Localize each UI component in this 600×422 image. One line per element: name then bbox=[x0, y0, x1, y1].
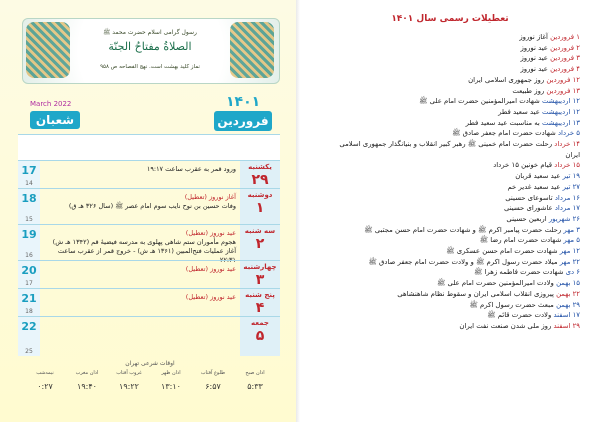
calendar-row bbox=[18, 260, 280, 289]
holiday-item bbox=[324, 139, 580, 160]
holiday-item bbox=[324, 214, 580, 225]
solar-day: ۱ bbox=[255, 200, 265, 216]
holiday-date: ۲۷ تیر bbox=[560, 182, 580, 191]
holiday-date: ۱۵ خرداد bbox=[552, 161, 580, 170]
prayer-value: ۵:۳۳ bbox=[247, 382, 263, 391]
hadith-attribution: رسول گرامی اسلام حضرت محمد ﷺ bbox=[103, 29, 197, 36]
holiday-date: ۱۷ اسفند bbox=[551, 311, 580, 320]
day-note: عید نوروز (تعطیل) bbox=[185, 293, 236, 301]
weekday-label: پنج شنبه bbox=[245, 291, 275, 299]
holiday-text: روز جمهوری اسلامی ایران bbox=[468, 75, 545, 84]
hijri-month: شعبان bbox=[30, 111, 80, 129]
holiday-text: آغاز نوروز bbox=[519, 33, 548, 41]
calendar-row bbox=[18, 160, 280, 189]
ornament-left-icon bbox=[26, 22, 70, 78]
holiday-text: شهادت حضرت امام جعفر صادق ﷺ bbox=[452, 129, 556, 138]
holiday-text: عید سعید قربان bbox=[515, 172, 561, 181]
day-note: هجوم مأموران ستم شاهی پهلوی به مدرسه فیضیهٔ قم (۱۳۴۲ هـ ش) bbox=[52, 238, 236, 246]
holiday-text: عید نوروز bbox=[520, 65, 548, 74]
day-note: عید نوروز (تعطیل) bbox=[185, 229, 236, 237]
holiday-date: ۲۹ بهمن bbox=[553, 300, 580, 309]
weekday-label: دوشنبه bbox=[247, 191, 273, 199]
holiday-text: ولادت امیرالمؤمنین حضرت امام علی ﷺ bbox=[437, 279, 554, 288]
hijri-day: 15 bbox=[25, 216, 33, 223]
prayer-label: طلوع آفتاب bbox=[200, 370, 226, 376]
holiday-date: ۵ خرداد bbox=[555, 129, 580, 138]
prayer-value: ۶:۵۷ bbox=[205, 382, 221, 391]
holiday-item bbox=[324, 53, 580, 64]
day-notes bbox=[44, 265, 236, 274]
hadith-arabic: الصلاةُ مفتاحُ الجنّة bbox=[108, 40, 192, 53]
prayer-time bbox=[20, 370, 70, 391]
solar-day: ۵ bbox=[255, 328, 265, 344]
prayer-label: اذان مغرب bbox=[75, 370, 99, 376]
gregorian-day: 18 bbox=[21, 192, 37, 205]
holiday-text: رحلت حضرت امام خمینی ﷺ رهبر کبیر انقلاب و بنیانگذار جمهوری اسلامی ایران bbox=[339, 140, 580, 159]
prayer-label: اذان ظهر bbox=[161, 370, 181, 376]
holidays-page bbox=[300, 0, 600, 422]
gregorian-day: 21 bbox=[21, 292, 37, 305]
holiday-text: عید نوروز bbox=[520, 54, 548, 63]
solar-day: ۳ bbox=[255, 272, 265, 288]
holiday-text: اربعین حسینی bbox=[506, 214, 547, 223]
holiday-date: ۱۷ مرداد bbox=[552, 204, 580, 213]
day-note: آغاز عملیات فتح‌المبین (۱۳۶۱ هـ ش) - خروج قمر از عقرب ساعت ۲۲:۳۱ bbox=[57, 247, 236, 264]
holiday-item bbox=[324, 160, 580, 171]
holiday-text: به مناسبت عید سعید فطر bbox=[465, 118, 540, 127]
holiday-date: ۳ مهر bbox=[561, 225, 580, 234]
holiday-item bbox=[324, 128, 580, 139]
holidays-list bbox=[324, 32, 580, 332]
holiday-item bbox=[324, 203, 580, 214]
day-note: وفات حسین بن نوح نایب سوم امام عصر ﷺ (سال ۳۲۶ هـ ق) bbox=[68, 202, 236, 210]
holiday-text: روز ملی شدن صنعت نفت ایران bbox=[459, 321, 552, 330]
holiday-item bbox=[324, 225, 580, 236]
holiday-text: شهادت حضرت امام رضا ﷺ bbox=[479, 236, 562, 245]
hijri-day: 17 bbox=[25, 280, 33, 287]
holiday-date: ۱۲ فروردین bbox=[544, 75, 580, 84]
holiday-item bbox=[324, 289, 580, 300]
solar-year: ۱۴۰۱ bbox=[226, 94, 261, 110]
holiday-date: ۱۲ مهر bbox=[557, 247, 580, 256]
holiday-text: تاسوعای حسینی bbox=[505, 193, 553, 202]
holiday-text: شهادت حضرت فاطمه زهرا ﷺ bbox=[474, 268, 564, 277]
calendar-grid bbox=[18, 134, 280, 356]
day-notes bbox=[44, 165, 236, 174]
weekday-label: چهارشنبه bbox=[243, 263, 277, 271]
holiday-date: ۱ فروردین bbox=[547, 33, 580, 41]
holiday-item bbox=[324, 300, 580, 311]
weekday-label: جمعه bbox=[251, 319, 269, 327]
holiday-text: میلاد حضرت رسول اکرم ﷺ و ولادت حضرت امام جعفر صادق ﷺ bbox=[368, 257, 558, 266]
holiday-date: ۱۲ اردیبهشت bbox=[539, 97, 580, 106]
gregorian-month: March 2022 bbox=[30, 100, 72, 108]
day-note: آغاز نوروز (تعطیل) bbox=[184, 193, 236, 201]
holiday-text: ولادت حضرت قائم ﷺ bbox=[487, 311, 552, 320]
holiday-item bbox=[324, 118, 580, 129]
day-note: عید نوروز (تعطیل) bbox=[185, 265, 236, 273]
calendar-row bbox=[18, 224, 280, 264]
holiday-text: روز طبیعت bbox=[512, 86, 545, 95]
calendar-row bbox=[18, 188, 280, 225]
solar-day: ۲ bbox=[255, 236, 265, 252]
holiday-item bbox=[324, 86, 580, 97]
holiday-text: عاشورای حسینی bbox=[503, 204, 553, 213]
holiday-item bbox=[324, 43, 580, 54]
holiday-item bbox=[324, 75, 580, 86]
holiday-item bbox=[324, 246, 580, 257]
holiday-date: ۱۹ تیر bbox=[560, 172, 580, 181]
gregorian-day: 19 bbox=[21, 228, 37, 241]
holiday-date: ۲ فروردین bbox=[547, 43, 580, 52]
hijri-day: 25 bbox=[25, 348, 33, 355]
holiday-date: ۱۲ اردیبهشت bbox=[539, 107, 580, 116]
holiday-date: ۱۶ مرداد bbox=[552, 193, 580, 202]
solar-day: ۴ bbox=[255, 300, 265, 316]
prayer-value: ۰:۲۷ bbox=[37, 382, 53, 391]
holiday-date: ۱۳ فروردین bbox=[544, 86, 580, 95]
holiday-date: ۶ دی bbox=[563, 268, 580, 277]
holiday-date: ۴ فروردین bbox=[547, 65, 580, 74]
prayer-value: ۱۹:۲۲ bbox=[119, 382, 139, 391]
calendar-row bbox=[18, 288, 280, 317]
holiday-item bbox=[324, 171, 580, 182]
holiday-date: ۲۹ اسفند bbox=[551, 321, 580, 330]
hijri-day: 18 bbox=[25, 308, 33, 315]
hijri-day: 14 bbox=[25, 180, 33, 187]
holiday-date: ۲۲ بهمن bbox=[553, 289, 580, 298]
prayer-label: نیمه‌شب bbox=[36, 370, 54, 376]
holiday-date: ۱۴ خرداد bbox=[552, 140, 580, 149]
holiday-item bbox=[324, 310, 580, 321]
holiday-item bbox=[324, 193, 580, 204]
calendar-row bbox=[18, 316, 280, 357]
holiday-date: ۵ مهر bbox=[561, 236, 580, 245]
holiday-text: شهادت حضرت امام حسن عسکری ﷺ bbox=[446, 247, 558, 256]
solar-day: ۲۹ bbox=[251, 172, 269, 188]
prayer-label: اذان صبح bbox=[245, 370, 265, 376]
hijri-day: 16 bbox=[25, 252, 33, 259]
holiday-text: عید سعید غدیر خم bbox=[507, 182, 561, 191]
holiday-date: ۳ فروردین bbox=[547, 54, 580, 63]
hadith-header bbox=[22, 18, 278, 82]
holiday-item bbox=[324, 278, 580, 289]
day-note: ورود قمر به عقرب ساعت ۱۹:۱۷ bbox=[146, 165, 236, 173]
holiday-item bbox=[324, 32, 580, 43]
gregorian-day: 22 bbox=[21, 320, 37, 333]
weekday-label: سه شنبه bbox=[244, 227, 276, 235]
holidays-title: تعطیلات رسمی سال ۱۴۰۱ bbox=[391, 14, 509, 24]
holiday-item bbox=[324, 235, 580, 246]
holiday-text: عید نوروز bbox=[520, 43, 548, 52]
holiday-text: عید سعید فطر bbox=[498, 107, 540, 116]
holiday-text: پیروزی انقلاب اسلامی ایران و سقوط نظام شاهنشاهی bbox=[397, 289, 554, 298]
hadith-translation: نماز کلید بهشت است. نهج الفصاحه ص ۹۵۸ bbox=[100, 64, 200, 70]
holiday-item bbox=[324, 96, 580, 107]
holiday-date: ۲۲ مهر bbox=[557, 257, 580, 266]
prayer-value: ۱۳:۱۰ bbox=[161, 382, 181, 391]
calendar-row bbox=[18, 134, 280, 161]
holiday-text: شهادت امیرالمؤمنین حضرت امام علی ﷺ bbox=[419, 97, 540, 106]
holiday-date: ۱۳ اردیبهشت bbox=[539, 118, 580, 127]
holiday-date: ۲۶ شهریور bbox=[546, 214, 580, 223]
holiday-text: رحلت حضرت پیامبر اکرم ﷺ و شهادت حضرت امام حسن مجتبی ﷺ bbox=[364, 225, 562, 234]
gregorian-day: 20 bbox=[21, 264, 37, 277]
holiday-text: قیام خونین ۱۵ خرداد bbox=[493, 161, 553, 170]
day-notes bbox=[44, 193, 236, 211]
holiday-item bbox=[324, 182, 580, 193]
day-notes bbox=[44, 293, 236, 302]
prayer-value: ۱۹:۴۰ bbox=[77, 382, 97, 391]
weekday-label: يكشنبه bbox=[248, 163, 272, 171]
holiday-item bbox=[324, 321, 580, 332]
holiday-item bbox=[324, 64, 580, 75]
prayer-times-title: اوقات شرعی تهران bbox=[125, 360, 175, 367]
prayer-label: غروب آفتاب bbox=[116, 370, 142, 376]
ornament-right-icon bbox=[230, 22, 274, 78]
solar-month: فروردین bbox=[214, 111, 272, 131]
holiday-item bbox=[324, 257, 580, 268]
holiday-date: ۱۵ بهمن bbox=[553, 279, 580, 288]
holiday-item bbox=[324, 107, 580, 118]
holiday-item bbox=[324, 267, 580, 278]
holiday-text: مبعث حضرت رسول اکرم ﷺ bbox=[469, 300, 554, 309]
gregorian-day: 17 bbox=[21, 164, 37, 177]
